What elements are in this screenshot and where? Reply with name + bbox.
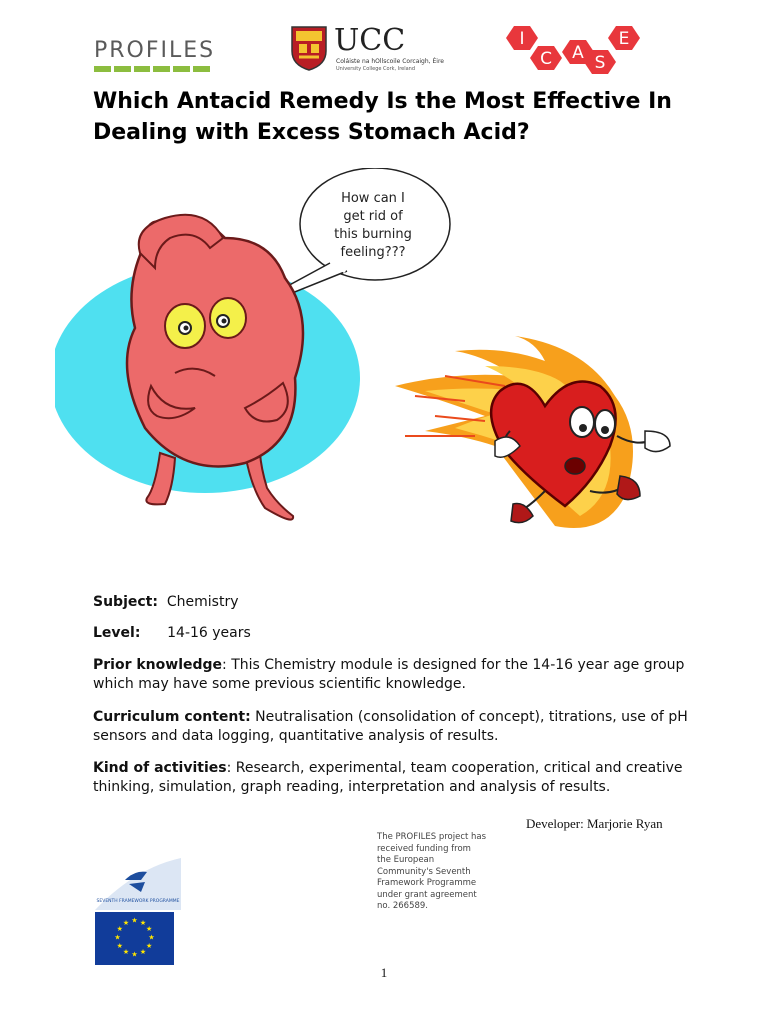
icase-letter-e: E xyxy=(618,29,630,49)
bubble-line: How can I xyxy=(341,191,405,206)
bubble-line: this burning xyxy=(334,227,412,242)
svg-text:★: ★ xyxy=(139,918,147,927)
curriculum-paragraph xyxy=(93,708,693,746)
svg-text:★: ★ xyxy=(122,948,130,957)
ucc-subtitle-english: University College Cork, Ireland xyxy=(336,66,416,72)
bubble-line: get rid of xyxy=(343,209,403,224)
fp7-logo xyxy=(95,858,181,910)
profiles-logo xyxy=(94,38,216,74)
level-value: 14-16 years xyxy=(167,625,251,641)
activities-paragraph xyxy=(93,759,693,797)
profiles-logo-text: PROFILES xyxy=(94,38,216,63)
level-line xyxy=(93,624,693,643)
icase-letter-c: C xyxy=(540,49,552,69)
icase-logo xyxy=(500,24,646,78)
curriculum-label: Curriculum content: xyxy=(93,709,251,725)
svg-text:★: ★ xyxy=(116,925,123,933)
curriculum-value: Neutralisation (consolidation of concept), titrations, use of pH sensors and data logging, quantitative analysis of results. xyxy=(93,709,688,744)
funding-notice: The PROFILES project has received funding from the European Community's Seventh Framework Programme under grant agreement no. 266589. xyxy=(377,832,487,911)
svg-text:★: ★ xyxy=(148,933,155,942)
profiles-logo-bars xyxy=(94,66,210,72)
subject-label: Subject: xyxy=(93,594,158,610)
fp7-label: SEVENTH FRAMEWORK PROGRAMME xyxy=(96,899,180,904)
level-label: Level: xyxy=(93,625,141,641)
page-title: Which Antacid Remedy Is the Most Effective In Dealing with Excess Stomach Acid? xyxy=(93,89,672,145)
icase-letter-a: A xyxy=(572,43,584,63)
developer-credit: Developer: Marjorie Ryan xyxy=(526,816,663,831)
svg-text:★: ★ xyxy=(146,942,153,950)
flaming-heart-illustration xyxy=(395,336,680,546)
svg-text:★: ★ xyxy=(146,925,153,933)
subject-line xyxy=(93,593,693,612)
svg-text:★: ★ xyxy=(114,933,121,942)
subject-value: Chemistry xyxy=(166,594,239,610)
ucc-subtitle-irish: Coláiste na hOllscoile Corcaigh, Éire xyxy=(336,58,444,65)
svg-text:★: ★ xyxy=(131,916,138,925)
svg-text:★: ★ xyxy=(139,948,147,957)
ucc-logo xyxy=(290,23,444,75)
ucc-crest-icon xyxy=(290,25,328,71)
page-number: 1 xyxy=(380,965,388,980)
prior-knowledge-label: Prior knowledge xyxy=(93,657,223,673)
prior-knowledge-value: : This Chemistry module is designed for the 14-16 year age group which may have some previous scientific knowledge. xyxy=(93,657,685,692)
speech-bubble-text xyxy=(318,190,428,262)
icase-letter-s: S xyxy=(594,53,606,73)
svg-text:★: ★ xyxy=(122,918,130,927)
activities-label: Kind of activities xyxy=(93,760,227,776)
eu-flag xyxy=(95,912,174,965)
svg-text:★: ★ xyxy=(131,950,138,959)
svg-text:★: ★ xyxy=(116,942,123,950)
ucc-name: UCC xyxy=(334,23,406,58)
prior-knowledge-paragraph xyxy=(93,656,693,694)
icase-letter-i: I xyxy=(519,29,525,49)
bubble-line: feeling??? xyxy=(340,245,406,260)
activities-value: : Research, experimental, team cooperation, critical and creative thinking, simulation, graph reading, interpretation and analysis of results. xyxy=(93,760,683,795)
